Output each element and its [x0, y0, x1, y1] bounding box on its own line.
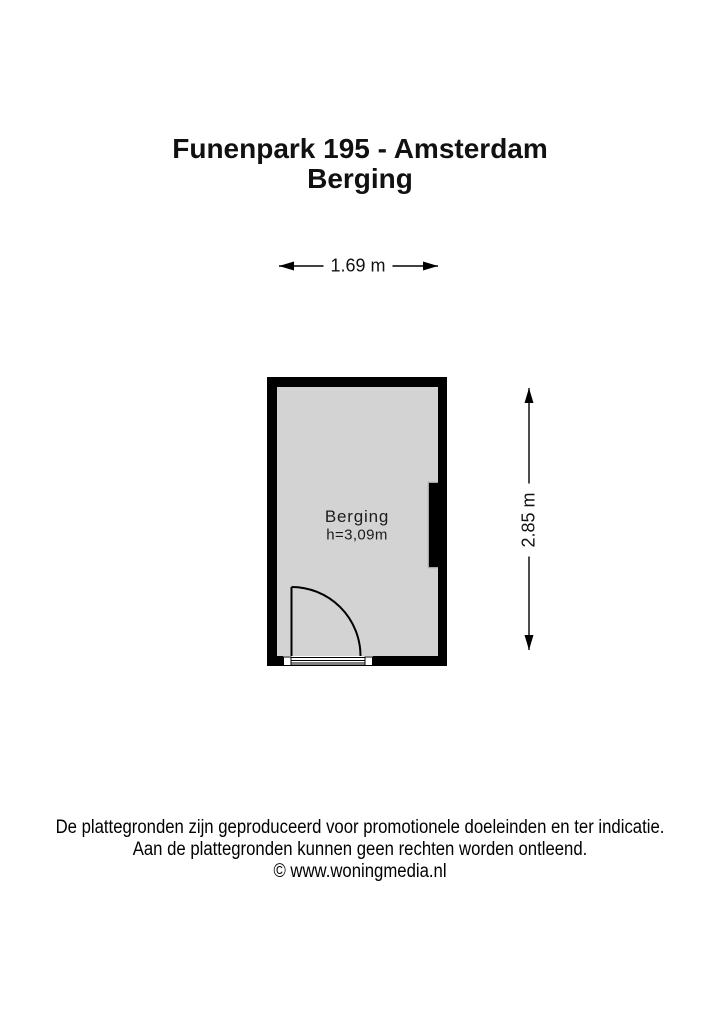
- footer-disclaimer-line1: De plattegronden zijn geproduceerd voor promotionele doeleinden en ter indicatie.: [55, 817, 665, 838]
- arrow-right-icon: [423, 262, 438, 271]
- arrow-down-icon: [525, 635, 534, 650]
- footer-disclaimer-line2: Aan de plattegronden kunnen geen rechten worden ontleend.: [132, 839, 588, 860]
- footer: [0, 817, 720, 883]
- arrow-left-icon: [279, 262, 294, 271]
- page-subtitle: Berging: [307, 163, 413, 194]
- room-name-label: Berging: [324, 507, 390, 526]
- room-height-label: h=3,09m: [326, 526, 388, 544]
- door-jamb-left: [284, 657, 292, 666]
- door-jamb-right: [365, 657, 373, 666]
- height-dimension-label: 2.85 m: [519, 483, 540, 556]
- title-block: [0, 134, 720, 194]
- page-title: Funenpark 195 - Amsterdam: [172, 133, 548, 164]
- wall-pillar: [429, 483, 438, 567]
- footer-copyright: © www.woningmedia.nl: [273, 861, 447, 882]
- width-dimension-label: 1.69 m: [323, 256, 392, 277]
- arrow-up-icon: [525, 388, 534, 403]
